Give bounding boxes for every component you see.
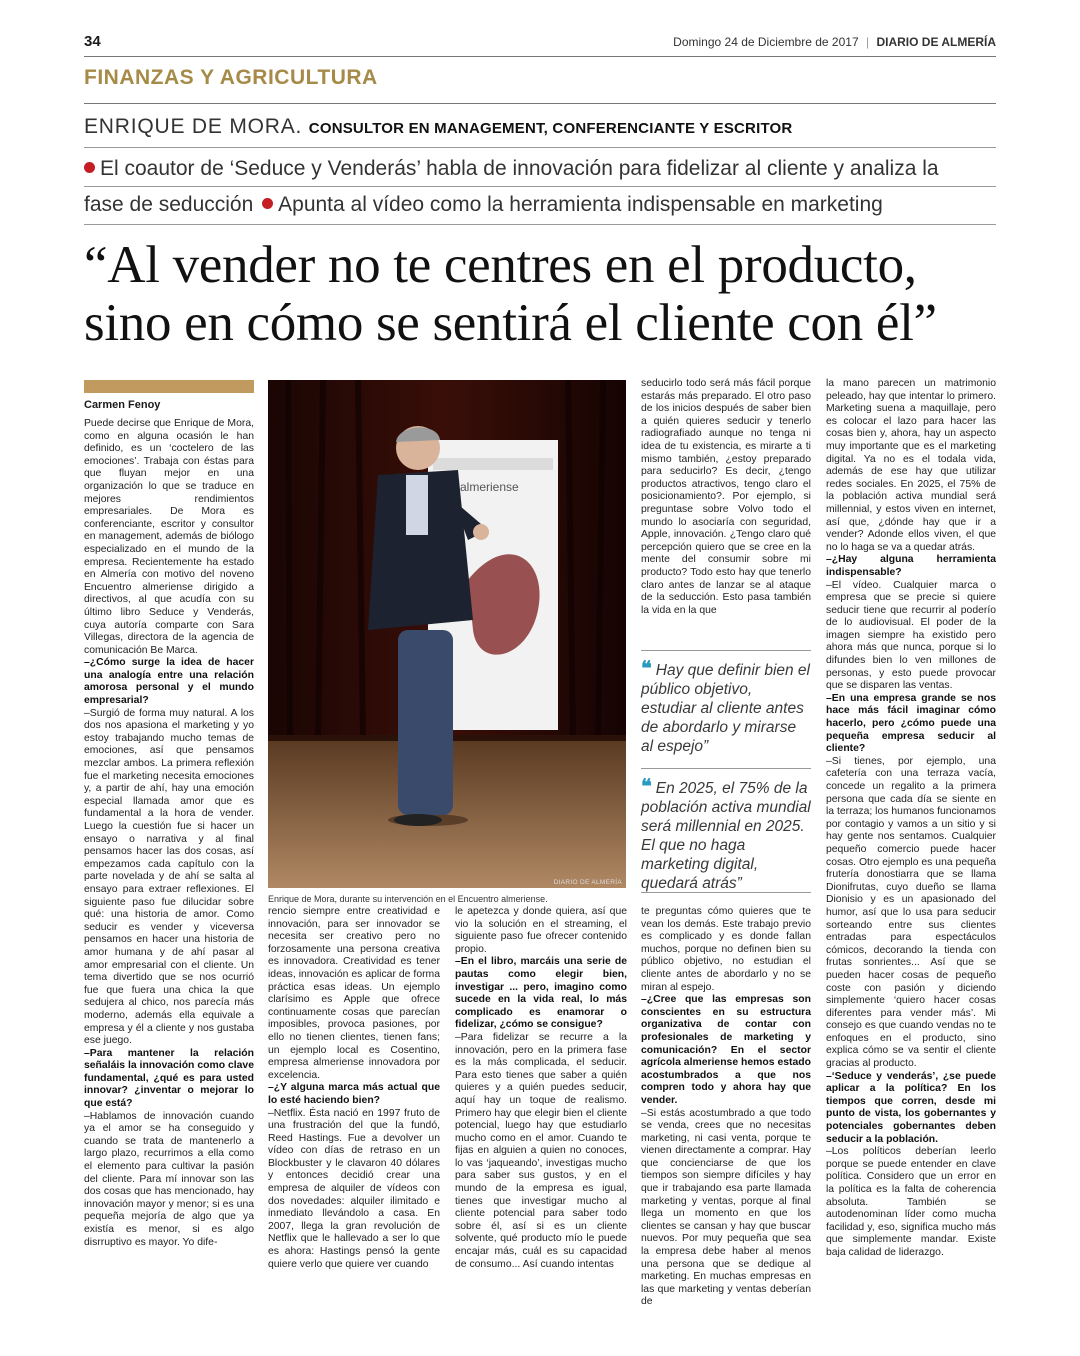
byline-divider	[84, 147, 996, 148]
subhead-line-2: fase de seducción Apunta al vídeo como la herramienta indispensable en marketing	[84, 193, 883, 216]
article-column-1	[84, 418, 254, 1249]
headline: “Al vender no te centres en el producto, sino en cómo se sentirá el cliente con él”	[84, 236, 937, 352]
speaker-photo	[268, 380, 626, 888]
pullquote-divider	[641, 768, 811, 769]
interview-question: –¿Hay alguna herramienta indispensable?	[826, 554, 996, 578]
article-paragraph: –Los políticos deberían leerlo porque se puede entender en clave política. Considero que un error en la política es la falta de coherencia absoluta. También se autodenominan líder como mucha facilidad y, eso, significa mucho más que simplemente mandar. Existe baja calidad de liderazgo.	[826, 1146, 996, 1258]
interview-question: –¿Cómo surge la idea de hacer una analogía entre una relación amorosa personal y el mundo empresarial?	[84, 657, 254, 707]
top-divider	[84, 56, 996, 57]
headline-divider	[84, 224, 996, 225]
interviewee-role: CONSULTOR EN MANAGEMENT, CONFERENCIANTE Y ESCRITOR	[308, 120, 793, 137]
article-column-4-top	[641, 378, 811, 617]
interviewee-name: ENRIQUE DE MORA.	[84, 115, 303, 138]
top-date-line	[673, 35, 996, 49]
article-paragraph: seducirlo todo será más fácil porque estarás más preparado. El otro paso de los inicios después de saber bien a quién quieres seducir y tenerlo radiografiado aunque no tenga ni idea de tu existencia, es mirarte a ti mismo también, ¿estoy preparado para seducirlo? Es decir, ¿tengo productos atractivos, tengo claro el posicionamiento?. Por ejemplo, si preguntase sobre Volvo todo el mundo lo asociaría con seguridad, Apple, innovación. ¿Tengo claro qué percepción quiero que se cree en la mente del consumir sobre mi producto? Todo esto hay que tenerlo claro antes de lanzar se al ataque de la seducción. Esto pasa también la vida en la que	[641, 378, 811, 616]
publication-name: DIARIO DE ALMERÍA	[876, 35, 996, 49]
interview-question: –¿Cree que las empresas son conscientes en su estructura organizativa de contar con profesionales de marketing y comunicación? En el sector agrícola almeriense hemos estado acostumbrados a que nos compren todo y ahora hay que vender.	[641, 994, 811, 1106]
photo-caption: Enrique de Mora, durante su intervención en el Encuentro almeriense.	[268, 894, 548, 904]
interview-question: –En el libro, marcáis una serie de pautas como elegir bien, investigar ... pero, imagino como sucede en la vida real, lo más complicado es enamorar o fidelizar, ¿cómo se consigue?	[455, 956, 627, 1031]
pullquote-bottom-divider	[641, 892, 811, 893]
pullquote-2: ❝ En 2025, el 75% de la población activa mundial será millennial en 2025. El que no haga marketing digital, quedará atrás”	[641, 776, 811, 892]
quote-mark-icon: ❝	[641, 658, 652, 680]
section-divider	[84, 103, 996, 104]
bullet-icon	[262, 198, 273, 209]
subhead-divider	[84, 186, 996, 187]
interview-question: –En una empresa grande se nos hace más fácil imaginar cómo hacerlo, pero ¿cómo puede una pequeña empresa seducir al cliente?	[826, 692, 996, 755]
subhead-line-1: El coautor de ‘Seduce y Venderás’ habla de innovación para fidelizar al cliente y analiza la	[84, 157, 939, 181]
page-number: 34	[84, 33, 101, 50]
author-accent-bar	[84, 380, 254, 393]
author-name: Carmen Fenoy	[84, 399, 161, 411]
article-paragraph: te preguntas cómo quieres que te vean los demás. Este trabajo previo es complicado y es donde fallan muchos, porque no definen bien su público objetivo, no estudian el cliente antes de abordarlo y no se miran al espejo.	[641, 906, 811, 993]
article-paragraph: –Si estás acostumbrado a que todo se venda, crees que no necesitas marketing, ni casi venta, porque te vienen directamente a comprar. Hay que concienciarse de que los tiempos son siempre difíciles y hay que ir trabajando esa parte llamada marketing y ventas, porque al final llega un momento en que los clientes se cansan y hay que buscar nuevos. Por muy pequeña que sea la empresa debe haber al menos una persona que se dedique al marketing. En muchas empresas en las que marketing y ventas deberían de	[641, 1107, 811, 1308]
photo-banner-text: almeriense	[460, 480, 519, 494]
article-column-2	[268, 906, 440, 1271]
article-paragraph: Puede decirse que Enrique de Mora, como en alguna ocasión le han definido, es un ‘coctelero de las emociones’. Trabaja con éstas para que fluyan mejor en una organización lo que se traduce en mejores rendimientos empresariales. De Mora es conferenciante, escritor y consultor en management, además de biólogo especializado en el mundo de la empresa. Recientemente ha estado en Almería con motivo del noveno Encuentro almeriense dirigido a directivos, al que acudía con su último libro Seduce y Venderás, cuya autoría comparte con Sara Villegas, directora de la agencia de comunicación Be Marca.	[84, 418, 254, 656]
article-paragraph: –Surgió de forma muy natural. A los dos nos apasiona el marketing y yo estoy trabajando mucho temas de emociones, así que pensamos mezclar ambos. La primera reflexión fue el marketing necesita emociones y, a partir de ahí, hay una emoción especial llamada amor que es fundamental a la hora de vender. Luego la cuestión fue si hacer un ensayo o narrativa y al final pensamos hacer las dos cosas, así empezamos cada capítulo con la parte novelada y de ahí se salta al ensayo para extraer reflexiones. El siguiente paso fue dilucidar sobre qué: una historia de amor. Como seducir es vender y viceversa pensamos en hacer una historia de amor humana y de ahí pasar al amor empresarial con el cliente. Un tema divertido que se nos ocurrió fue que fuera una chica la que sedujera al chico, nos parecía más moderno, además ella equivale a empresa y él a cliente y nos gustaba ese juego.	[84, 707, 254, 1047]
interview-question: –Para mantener la relación señaláis la innovación como clave fundamental, ¿qué es para usted innovar? ¿inventar o mejorar lo que está?	[84, 1047, 254, 1110]
article-paragraph: rencio siempre entre creatividad e innovación, para ser innovador se necesita ser creativo pero no forzosamente una persona creativa es innovadora. Creatividad es tener ideas, innovación es aplicar de forma práctica esas ideas. Un ejemplo clarísimo es Apple que ofrece continuamente cosas que parecían imposibles, provoca pasiones, por ello no tienen clientes, tienen fans; un ejemplo local es Cosentino, empresa almeriense innovadora por excelencia.	[268, 906, 440, 1081]
article-paragraph: –Si tienes, por ejemplo, una cafetería con una terraza vacía, concede un regalito a la primera persona que cada día se siente en la terraza; los humanos funcionamos por contagio y vamos a un sitio y si hay gente nos sentamos. Cualquier pequeño comercio puede hacer cosas. Otro ejemplo es una pequeña frutería donostiarra que se llama Dionifrutas, cuyo dueño se llama Dionisio y es un apasionado del humor, así que lo usa para seducir sorteando entre sus clientes entradas para espectáculos cómicos, decorando la tienda con frutas sonrientes... Así que se pueden hacer cosas de pequeño coste con pasión y diciendo simplemente ‘quiero hacer cosas diferentes para vender más’. Mi consejo es que cuando vendas no te enfoques en el producto, sino explica cómo se va sentir el cliente gracias al producto.	[826, 755, 996, 1070]
publication-date: Domingo 24 de Diciembre de 2017	[673, 35, 859, 49]
article-column-4-bottom	[641, 906, 811, 1309]
photo-credit: DIARIO DE ALMERÍA	[553, 879, 622, 886]
bullet-icon	[84, 162, 95, 173]
separator: |	[865, 35, 870, 49]
pullquote-top-divider	[641, 650, 811, 651]
interview-question: –¿Y alguna marca más actual que lo esté haciendo bien?	[268, 1082, 440, 1106]
article-column-3	[455, 906, 627, 1271]
article-paragraph: –El vídeo. Cualquier marca o empresa que se precie si quiere seducir tiene que recurrir al poderío de lo audiovisual. El poder de la imagen siempre ha existido pero ahora más que nunca, porque si lo difundes bien lo ven millones de personas, y esto puede provocar que se disparen las ventas.	[826, 579, 996, 692]
article-paragraph: –Netflix. Ésta nació en 1997 fruto de una frustración del que la fundó, Reed Hastings. Fue a devolver un vídeo con días de retraso en un Blockbuster y le clavaron 40 dólares y entonces decidió crear una empresa de alquiler de vídeos con dos novedades: alquiler ilimitado e inmediato llevándolo a casa. En 2007, llega la gran revolución de Netflix que le hallevado a ser lo que es ahora: Hastings pensó la gente quiere verlo que quiere ver cuando	[268, 1107, 440, 1270]
article-column-5	[826, 378, 996, 1260]
article-paragraph: –Hablamos de innovación cuando ya el amor se ha conseguido y cuando se trata de mantenerlo a largo plazo, recurrimos a ella como el elemento para cultivar la pasión del cliente. Para mí innovar son las dos cosas que has mencionado, hay innovación mayor y menor; si es una pequeña mejoría de algo que ya existía es menor, si es algo disrruptivo es mayor. Yo dife-	[84, 1110, 254, 1248]
pullquote-1: ❝ Hay que definir bien el público objetivo, estudiar al cliente antes de abordarlo y mirarse al espejo”	[641, 658, 811, 755]
photo-illustration	[268, 380, 626, 888]
quote-mark-icon: ❝	[641, 776, 652, 798]
interview-question: –‘Seduce y venderás’, ¿se puede aplicar a la política? En los tiempos que corren, desde mi punto de vista, los gobernantes y potenciales gobernantes deben seducir a la población.	[826, 1070, 996, 1145]
article-paragraph: le apetezca y donde quiera, así que vio la solución en el streaming, el siguiente paso fue ofrecer contenido propio.	[455, 906, 627, 955]
interviewee-byline	[84, 115, 792, 139]
article-paragraph: la mano parecen un matrimonio peleado, hay que intentar lo primero. Marketing suena a maquillaje, pero es colocar el lazo para hacer las cosas bien y, ahora, hay un aspecto muy importante que es el marketing digital. Ya no es el todala vida, además de ese hay que utilizar redes sociales. En 2025, el 75% de la población activa mundial será millennial, y estos viven en internet, así que, ¿dónde hay que ir a vender? Adonde ellos viven, el que no lo haga se va a quedar atrás.	[826, 378, 996, 553]
article-paragraph: –Para fidelizar se recurre a la innovación, pero en la primera fase es la más complicada, el seducir. Para esto tienes que saber a quién quieres y a quién puedes seducir, aquí hay un toque de realismo. Primero hay que elegir bien el cliente potencial, luego hay que estudiarlo mucho como en el amor. Cuando te fijas en alguien a quien no conoces, lo vas ‘jaqueando’, investigas mucho para saber sus gustos, y en el mundo de la empresa es igual, tienes que investigar mucho al cliente potencial para saber todo sobre él, así si es un cliente solvente, qué producto mío le puede encajar más, cuál es su capacidad de consumo... Así cuando intentas	[455, 1031, 627, 1270]
section-title: FINANZAS Y AGRICULTURA	[84, 66, 378, 89]
